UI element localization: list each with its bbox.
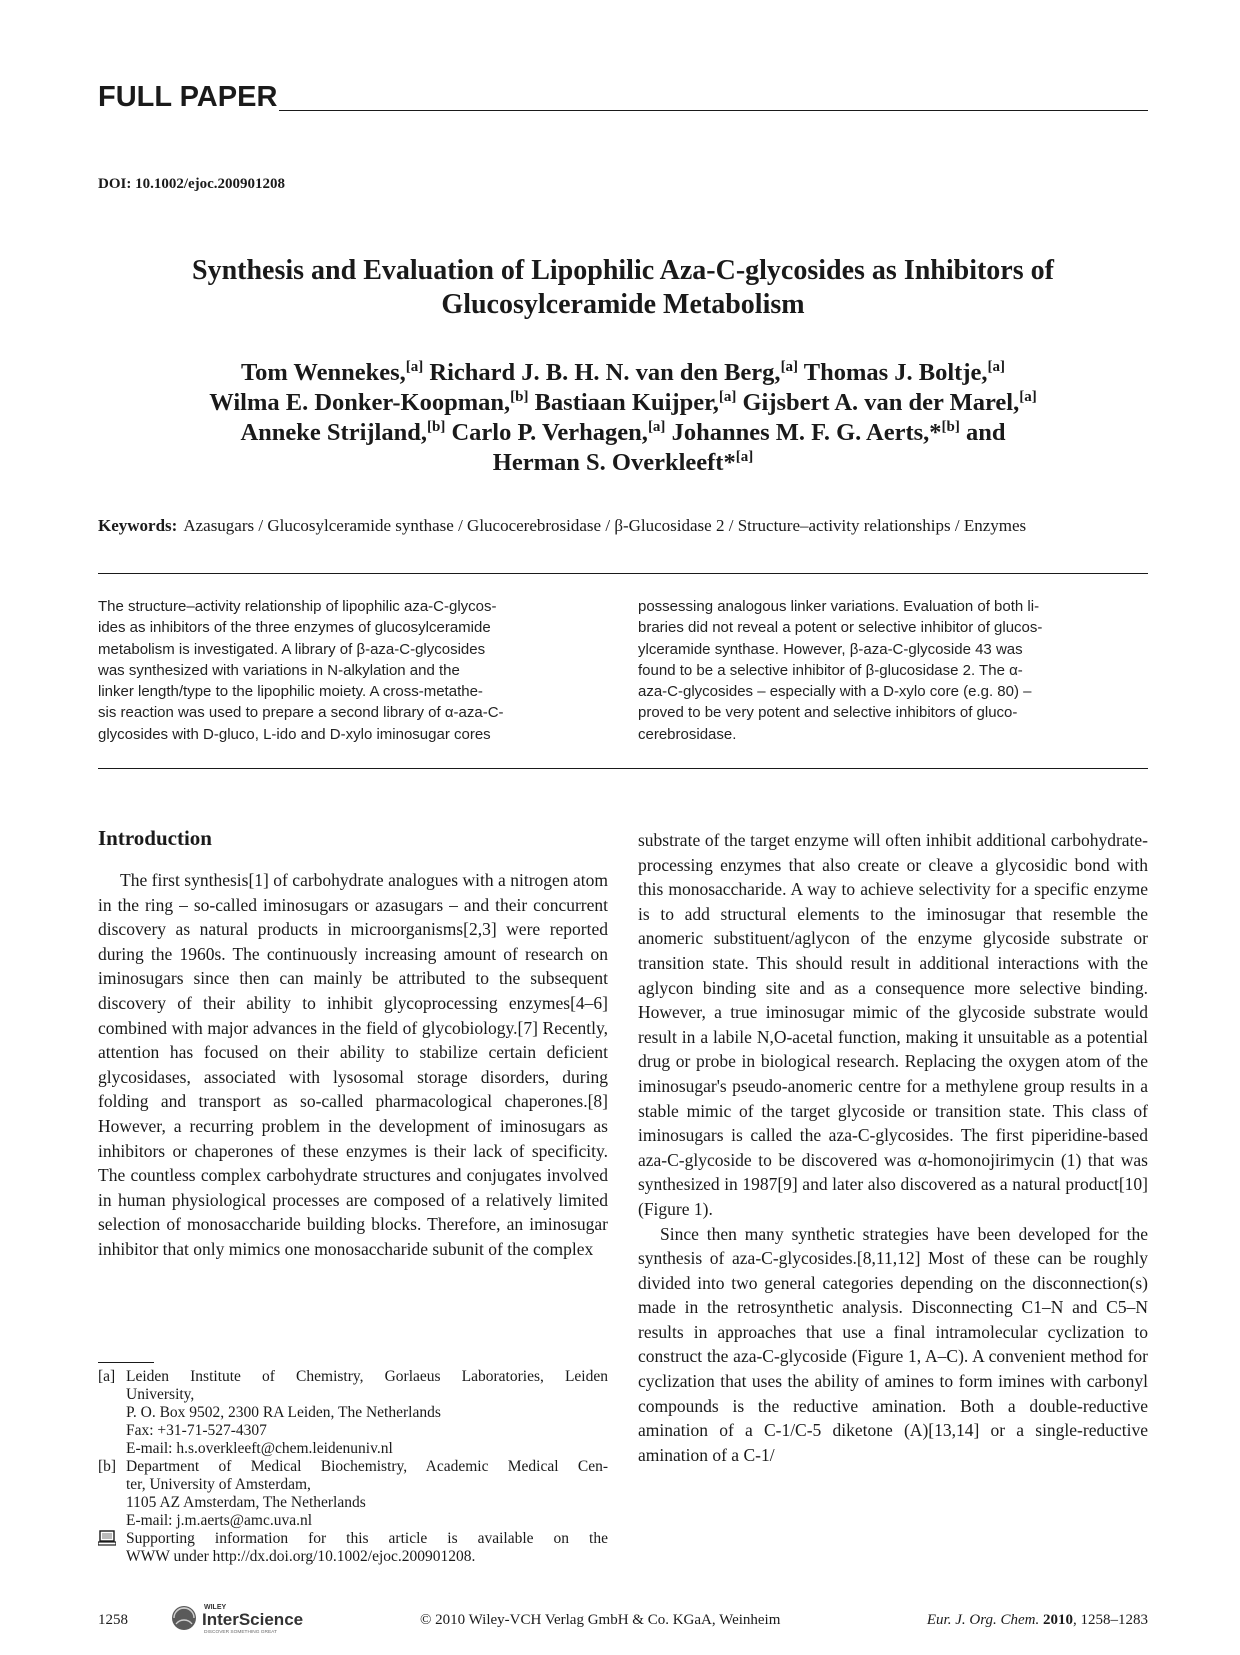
abstract-line: ides as inhibitors of the three enzymes of glucosylceramide [98, 619, 491, 637]
copyright: © 2010 Wiley-VCH Verlag GmbH & Co. KGaA, Weinheim [420, 1612, 781, 1628]
author-affiliation: [a] [647, 418, 666, 435]
keywords-text: Azasugars / Glucosylceramide synthase / Glucocerebrosidase / β-Glucosidase 2 / Structure–activity relationships / Enzymes [183, 516, 1027, 535]
logo-main-text: InterScience [202, 1610, 304, 1629]
author-name: Gijsbert A. van der Marel, [736, 389, 1020, 416]
section-label-text: FULL PAPER [98, 81, 278, 113]
abstract-left-column [98, 596, 606, 745]
journal-year: 2010 [1043, 1612, 1073, 1628]
title-line-1: Synthesis and Evaluation of Lipophilic Aza-C-glycosides as Inhibitors of [192, 255, 1054, 286]
abstract-line: cerebrosidase. [638, 725, 737, 743]
affiliation-email[interactable]: E-mail: j.m.aerts@amc.uva.nl [126, 1512, 313, 1529]
title-line-2: Glucosylceramide Metabolism [441, 289, 805, 320]
keywords-label: Keywords: [98, 516, 178, 535]
abstract-line: aza-C-glycosides – especially with a D-xylo core (e.g. 80) – [638, 683, 1032, 701]
affiliation-tag: [a] [98, 1368, 116, 1385]
author-affiliation: [a] [780, 358, 799, 375]
supporting-info-link[interactable]: WWW under http://dx.doi.org/10.1002/ejoc.200901208. [126, 1548, 476, 1565]
abstract-line: linker length/type to the lipophilic moiety. A cross-metathe- [98, 683, 483, 701]
affiliation-a [98, 1368, 608, 1458]
footnote-rule [98, 1362, 154, 1363]
affiliation-line: P. O. Box 9502, 2300 RA Leiden, The Netherlands [126, 1404, 441, 1421]
doi[interactable]: DOI: 10.1002/ejoc.200901208 [98, 176, 286, 192]
abstract-top-rule [98, 573, 1148, 574]
section-label [98, 80, 1148, 114]
affiliation-line: 1105 AZ Amsterdam, The Netherlands [126, 1494, 366, 1511]
author-affiliation: [a] [718, 388, 737, 405]
abstract-line: The structure–activity relationship of lipophilic aza-C-glycos- [98, 598, 497, 615]
author-affiliation: [a] [1019, 388, 1037, 405]
journal-citation [927, 1612, 1148, 1629]
author-connector: and [959, 419, 1006, 446]
abstract-line: possessing analogous linker variations. Evaluation of both li- [638, 598, 1040, 615]
abstract-line: was synthesized with variations in N-alkylation and the [98, 661, 460, 679]
author-name: Carlo P. Verhagen, [445, 419, 648, 446]
page-number: 1258 [98, 1612, 128, 1628]
author-line-4 [98, 448, 1148, 478]
affiliation-line: Leiden Institute of Chemistry, Gorlaeus Laboratories, Leiden [126, 1368, 608, 1385]
author-affiliation: [b] [427, 418, 446, 435]
abstract-line: sis reaction was used to prepare a second library of α-aza-C- [98, 704, 504, 722]
logo-tagline: DISCOVER SOMETHING GREAT [204, 1630, 277, 1635]
affiliations [98, 1368, 608, 1566]
intro-paragraph-2: substrate of the target enzyme will often inhibit additional carbohydrate-processing enzymes that also create or cleave a glycosidic bond with this monosaccharide. A way to achieve selectivity for a specific enzyme is to add structural elements to the iminosugar that resemble the anomeric substituent/aglycon of the enzyme glycoside substrate or transition state. This should result in additional interactions with the aglycon binding site and as a consequence more selective binding. However, a true iminosugar mimic of the glycoside substrate would result in a labile N,O-acetal function, making it unsuitable as a potential drug or probe in biological research. Replacing the oxygen atom of the iminosugar's pseudo-anomeric centre for a methylene group results in a stable mimic of the target glycoside or transition state. This class of iminosugars is called the aza-C-glycosides. The first piperidine-based aza-C-glycoside to be discovered was α-homonojirimycin (1) that was synthesized in 1987[9] and later also discovered as a natural product[10] (Figure 1). [638, 830, 1148, 1219]
author-affiliation: [b] [941, 418, 960, 435]
author-name: Richard J. B. H. N. van den Berg, [423, 359, 781, 386]
author-name: Tom Wennekes, [241, 359, 406, 386]
author-name: Anneke Strijland, [240, 419, 427, 446]
abstract-line: glycosides with D-gluco, L-ido and D-xylo iminosugar cores [98, 725, 491, 743]
author-name: Herman S. Overkleeft* [492, 449, 736, 476]
computer-icon [98, 1530, 126, 1566]
introduction-heading: Introduction [98, 826, 212, 850]
abstract-line: metabolism is investigated. A library of β-aza-C-glycosides [98, 640, 486, 658]
interscience-logo[interactable] [170, 1600, 330, 1636]
author-name: Thomas J. Boltje, [798, 359, 988, 386]
abstract-bottom-rule [98, 768, 1148, 769]
author-name: Wilma E. Donker-Koopman, [209, 389, 511, 416]
intro-paragraph-1: The first synthesis[1] of carbohydrate analogues with a nitrogen atom in the ring – so-called iminosugars or azasugars – and their concurrent discovery as natural products in microorganisms[2,3] were reported during the 1960s. The continuously increasing amount of research on iminosugars since then can mainly be attributed to the subsequent discovery of their ability to inhibit glycoprocessing enzymes[4–6] combined with major advances in the field of glycobiology.[7] Recently, attention has focused on their ability to stabilize certain deficient glycosidases, associated with lysosomal storage disorders, during folding and transport as so-called pharmacological chaperones.[8] However, a recurring problem in the development of iminosugars as inhibitors or chaperones of these enzymes is their lack of specificity. The countless complex carbohydrate structures and conjugates involved in human physiological processes are composed of a relatively limited selection of monosaccharide building blocks. Therefore, an iminosugar inhibitor that only mimics one monosaccharide subunit of the complex [98, 870, 608, 1259]
author-affiliation: [a] [735, 448, 754, 465]
affiliation-email[interactable]: E-mail: h.s.overkleeft@chem.leidenuniv.nl [126, 1440, 393, 1457]
journal-pages: , 1258–1283 [1073, 1612, 1148, 1628]
logo-small-text: WILEY [204, 1604, 227, 1611]
affiliation-line: University, [126, 1386, 195, 1403]
author-list [98, 358, 1148, 478]
author-name: Bastiaan Kuijper, [528, 389, 719, 416]
affiliation-line: Department of Medical Biochemistry, Academic Medical Cen- [126, 1458, 608, 1475]
supporting-info-line: Supporting information for this article is available on the [126, 1530, 608, 1547]
author-affiliation: [b] [510, 388, 529, 405]
supporting-info [98, 1530, 608, 1566]
author-line-2 [98, 388, 1148, 418]
affiliation-line: Fax: +31-71-527-4307 [126, 1422, 267, 1439]
affiliation-tag: [b] [98, 1458, 117, 1475]
body-left-column [98, 868, 608, 1262]
affiliation-line: ter, University of Amsterdam, [126, 1476, 311, 1493]
header-rule [279, 110, 1148, 111]
author-line-3 [98, 418, 1148, 448]
abstract-line: braries did not reveal a potent or selective inhibitor of glucos- [638, 619, 1043, 637]
journal-name: Eur. J. Org. Chem. [926, 1612, 1040, 1628]
article-title [98, 254, 1148, 322]
author-line-1 [98, 358, 1148, 388]
keywords [98, 514, 1148, 537]
intro-paragraph-3: Since then many synthetic strategies have been developed for the synthesis of aza-C-glycosides.[8,11,12] Most of these can be roughly divided into two general categories depending on the disconnection(s) made in the retrosynthetic analysis. Disconnecting C1–N and C5–N results in approaches that use a final intramolecular cyclization to construct the aza-C-glycoside (Figure 1, A–C). A convenient method for cyclization that uses the ability of amines to form imines with carbonyl compounds is the reductive amination. Both a double-reductive amination of a C-1/C-5 diketone (A)[13,14] or a single-reductive amination of a C-1/ [638, 1223, 1148, 1465]
affiliation-b [98, 1458, 608, 1530]
abstract-right-column [638, 596, 1146, 745]
author-name: Johannes M. F. G. Aerts,* [665, 419, 942, 446]
abstract-line: found to be a selective inhibitor of β-glucosidase 2. The α- [638, 661, 1023, 679]
abstract-line: proved to be very potent and selective inhibitors of gluco- [638, 704, 1018, 722]
abstract-line: ylceramide synthase. However, β-aza-C-glycoside 43 was [638, 640, 1023, 658]
author-affiliation: [a] [987, 358, 1005, 375]
author-affiliation: [a] [405, 358, 424, 375]
body-right-column [638, 828, 1148, 1467]
